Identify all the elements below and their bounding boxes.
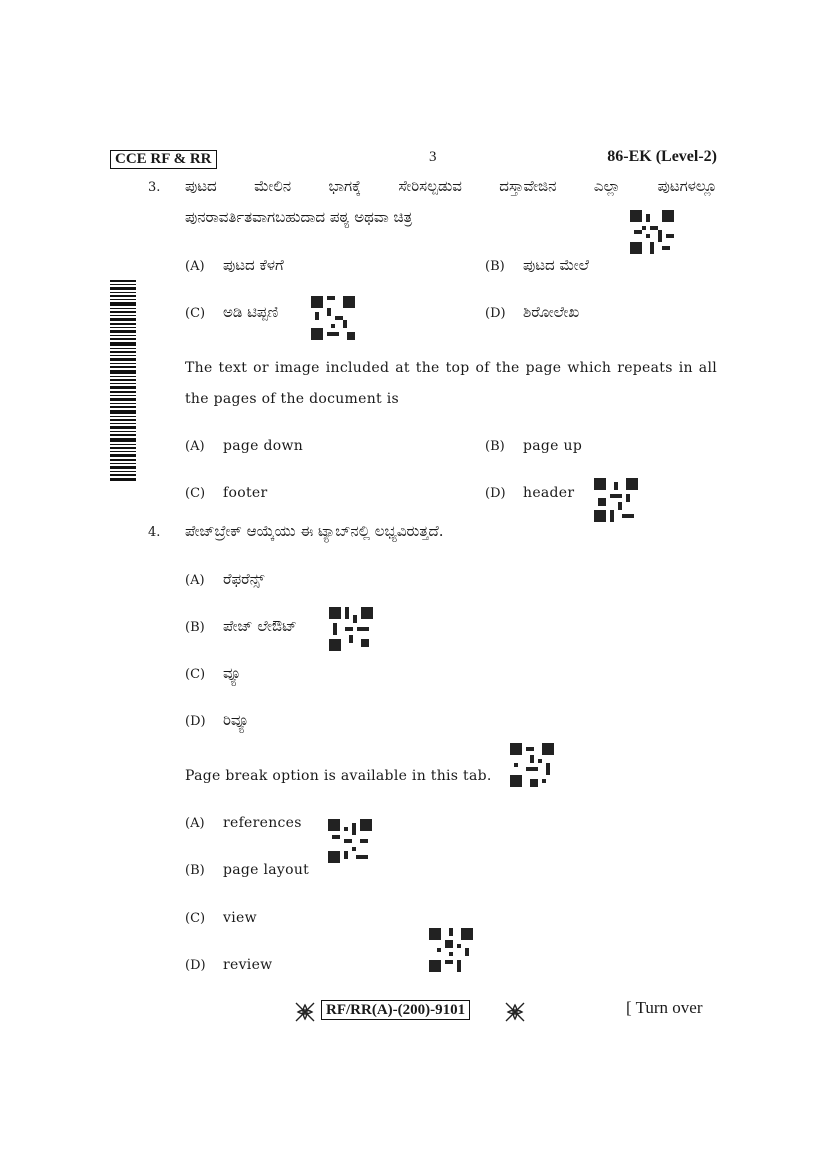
question-4-en-text: Page break option is available in this tab. — [185, 768, 492, 784]
q3-en-option-d-letter: (D) — [485, 486, 506, 501]
q3-kn-option-d-letter: (D) — [485, 306, 506, 321]
ornament-icon — [294, 1001, 316, 1023]
q4-kn-option-a: ರೆಫರೆನ್ಸ್ — [223, 570, 265, 588]
footer-code: RF/RR(A)-(200)-9101 — [321, 1000, 470, 1020]
q4-kn-option-c-letter: (C) — [185, 667, 206, 682]
ornament-icon — [504, 1001, 526, 1023]
q4-kn-option-b-letter: (B) — [185, 620, 205, 635]
q3-en-option-b-letter: (B) — [485, 439, 505, 454]
barcode-icon — [110, 280, 136, 482]
question-3-kn-line2: ಪುನರಾವರ್ತಿತವಾಗಬಹುದಾದ ಪಠ್ಯ ಅಥವಾ ಚಿತ್ರ — [185, 208, 413, 226]
paper-code: 86-EK (Level-2) — [607, 148, 717, 165]
question-3-en-line2: the pages of the document is — [185, 391, 399, 407]
q3-kn-option-c-letter: (C) — [185, 306, 206, 321]
q3-kn-option-b-letter: (B) — [485, 259, 505, 274]
q3-kn-option-c: ಅಡಿ ಟಿಪ್ಪಣಿ — [223, 303, 279, 321]
question-3-en-line1: The text or image included at the top of the page which repeats in all — [185, 360, 717, 376]
q4-kn-option-c: ವ್ಯೂ — [223, 664, 242, 682]
question-3-kn-line1: ಪುಟದ ಮೇಲಿನ ಭಾಗಕ್ಕೆ ಸೇರಿಸಲ್ಪಡುವ ದಸ್ತಾವೇಜಿನ ಎಲ್ಲಾ ಪುಟಗಳಲ್ಲೂ — [185, 177, 717, 195]
q4-kn-option-b: ಪೇಜ್ ಲೇಔಟ್ — [223, 617, 297, 635]
q3-en-option-a: page down — [223, 438, 304, 454]
q4-en-option-a: references — [223, 815, 302, 831]
q4-en-option-d-letter: (D) — [185, 958, 206, 973]
q4-en-option-d: review — [223, 957, 273, 973]
q4-kn-option-d: ರಿವ್ಯೂ — [223, 711, 250, 729]
q4-en-option-c-letter: (C) — [185, 911, 206, 926]
qr-code-icon — [311, 296, 355, 340]
qr-code-icon — [630, 210, 674, 254]
question-4-kn-text: ಪೇಜ್‌ಬ್ರೇಕ್ ಆಯ್ಕೆಯು ಈ ಟ್ಯಾಬ್‌ನಲ್ಲಿ ಲಭ್ಯವಿರುತ್ತದೆ. — [185, 522, 444, 540]
q4-en-option-c: view — [223, 910, 257, 926]
qr-code-icon — [328, 819, 372, 863]
q4-kn-option-d-letter: (D) — [185, 714, 206, 729]
q3-en-option-d: header — [523, 485, 575, 501]
question-4-number: 4. — [148, 525, 161, 540]
q4-en-option-a-letter: (A) — [185, 816, 205, 831]
page-number: 3 — [429, 149, 437, 165]
question-3-number: 3. — [148, 180, 161, 195]
q3-en-option-c-letter: (C) — [185, 486, 206, 501]
qr-code-icon — [329, 607, 373, 651]
q4-kn-option-a-letter: (A) — [185, 573, 205, 588]
qr-code-icon — [594, 478, 638, 522]
q3-en-option-b: page up — [523, 438, 583, 454]
qr-code-icon — [429, 928, 473, 972]
q3-kn-option-a: ಪುಟದ ಕೆಳಗೆ — [223, 256, 284, 274]
q4-en-option-b: page layout — [223, 862, 310, 878]
q3-en-option-c: footer — [223, 485, 268, 501]
q3-en-option-a-letter: (A) — [185, 439, 205, 454]
q3-kn-option-a-letter: (A) — [185, 259, 205, 274]
turn-over-label: [ Turn over — [626, 998, 703, 1017]
q3-kn-option-d: ಶಿರೋಲೇಖ — [523, 303, 580, 321]
q4-en-option-b-letter: (B) — [185, 863, 205, 878]
header-box-label: CCE RF & RR — [110, 150, 217, 169]
qr-code-icon — [510, 743, 554, 787]
q3-kn-option-b: ಪುಟದ ಮೇಲೆ — [523, 256, 589, 274]
